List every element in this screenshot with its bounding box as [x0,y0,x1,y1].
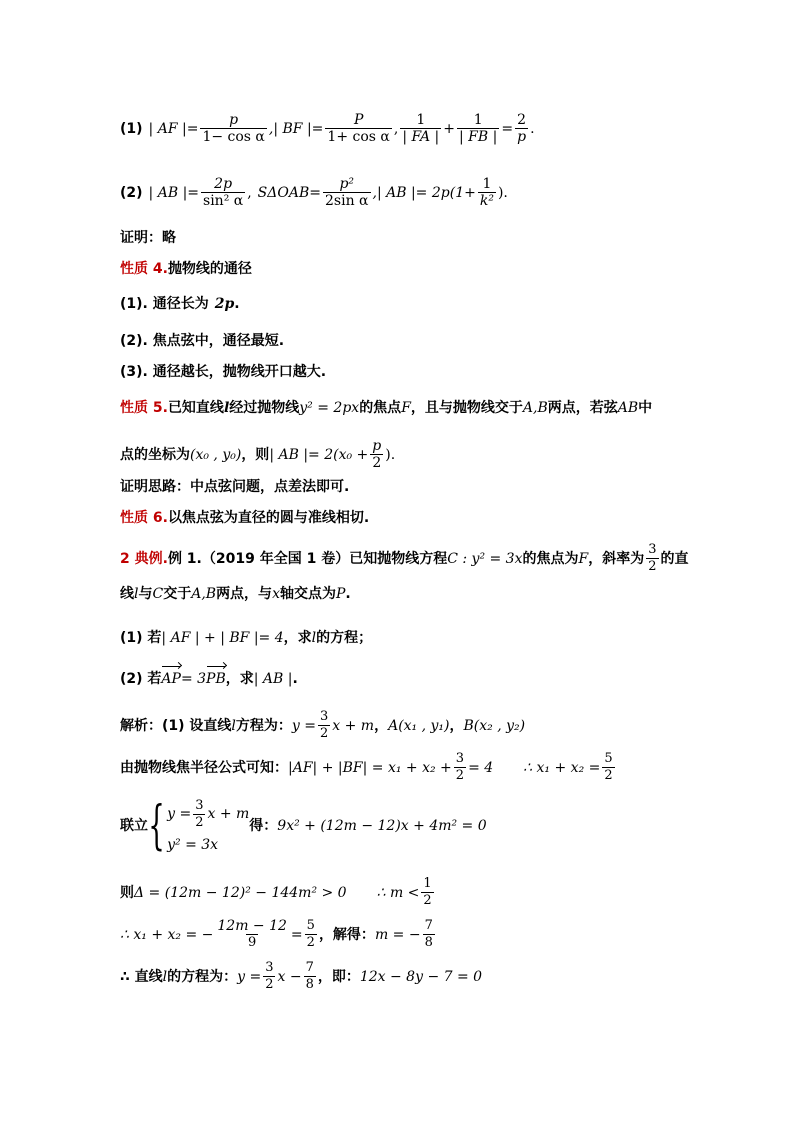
fraction: $\frac{3}{2}$ [265,960,274,992]
formula-line-2: (2) | AB |= $\frac{2p}{\text{sin² α}}$ , S ΔOAB = $\frac{\text{p²}}{\text{2sin α}}$ ,| AB |= 2p(1+ $\frac{1}{\text{k²}}$ ). [120,176,508,209]
property-6-heading: 性质 6. 以焦点弦为直径的圆与准线相切. [120,510,370,526]
solution-line-equation: ∴ 直线 l 的方程为： y = $\frac{3}{2}$ x − $\frac{7}{8}$ ，即： 12x − 8y − 7 = 0 [120,960,483,992]
fraction: $\frac{\text{p²}}{\text{2sin α}}$ [325,176,369,209]
fraction: $\frac{P}{\text{1+ cos α}}$ [327,112,390,145]
formula-line-1: (1) | AF |= $\frac{p}{\text{1− cos α}}$ ,| BF |= $\frac{P}{\text{1+ cos α}}$ , $\frac{1}{| FA |}$ + $\frac{1}{| FB |}$ = $\frac{2}{p}$ . [120,112,535,145]
fraction: $\frac{7}{8}$ [305,960,314,992]
example-1-line-2: 线 l 与 C 交于 A,B 两点，与 x 轴交点为 P . [120,586,351,602]
question-2: (2) 若 AP = 3 PB ，求 | AB | . [120,671,298,687]
fraction: $\frac{1}{| FB |}$ [459,112,498,145]
solution-line-1: 解析：(1) 设直线 l 方程为： y = $\frac{3}{2}$ x + m ， A(x₁ , y₁) ， B(x₂ , y₂) [120,709,526,741]
equation-system: y = $\frac{3}{2}$ x + m y² = 3x [167,797,250,853]
property-4-item-3: (3). 通径越长，抛物线开口越大. [120,364,327,380]
fraction: $\frac{3}{2}$ [455,751,465,783]
fraction: $\frac{2p}{\text{sin² α}}$ [203,176,244,209]
solution-discriminant: 则 Δ = (12m − 12)² − 144m² > 0 ∴ m < $\frac{1}{2}$ [120,876,432,908]
vector-pb: PB [206,671,226,687]
question-1: (1) 若 | AF | + | BF |= 4 ，求 l 的方程； [120,630,373,646]
fraction: $\frac{2}{p}$ [517,112,527,145]
property-5-line-2: 点的坐标为 (x₀ , y₀) ，则 | AB |= 2(x₀ + $\frac{p}{2}$ ). [120,438,396,471]
fraction: $\frac{5}{2}$ [306,918,315,950]
solution-line-2: 由抛物线焦半径公式可知： |AF| + |BF| = x₁ + x₂ + $\frac{3}{2}$ = 4 ∴ x₁ + x₂ = $\frac{5}{2}$ [120,751,613,783]
fraction: $\frac{1}{| FA |}$ [402,112,440,145]
vector-ap: AP [161,671,181,687]
solution-system: 联立 { y = $\frac{3}{2}$ x + m y² = 3x 得： 9x² + (12m − 12)x + 4m² = 0 [120,796,487,856]
example-1-line-1: 2 典例. 例 1.（2019 年全国 1 卷）已知抛物线方程 C : y² = 3x 的焦点为 F ，斜率为 $\frac{3}{2}$ 的直 [120,542,689,574]
solution-solve-m: ∴ x₁ + x₂ = − $\frac{12m - 12}{9}$ = $\frac{5}{2}$ ，解得： m = − $\frac{7}{8}$ [120,918,433,950]
fraction: $\frac{1}{2}$ [423,876,432,908]
fraction: $\frac{3}{2}$ [320,709,329,741]
fraction: $\frac{p}{2}$ [372,438,382,471]
proof-note: 证明：略 [120,230,176,246]
proof-5-note: 证明思路：中点弦问题，点差法即可. [120,479,350,495]
fraction: $\frac{1}{\text{k²}}$ [479,176,494,209]
fraction: $\frac{p}{\text{1− cos α}}$ [202,112,265,145]
fraction: $\frac{3}{2}$ [195,797,204,830]
property-4-item-2: (2). 焦点弦中，通径最短. [120,333,285,349]
property-4-item-1: (1). 通径长为 2p . [120,296,240,312]
fraction: $\frac{5}{2}$ [604,751,613,783]
property-4-heading: 性质 4. 抛物线的通径 [120,261,252,277]
fraction: $\frac{7}{8}$ [424,918,433,950]
fraction: $\frac{12m - 12}{9}$ [217,918,287,950]
property-5-line-1: 性质 5. 已知直线 l 经过抛物线 y² = 2px 的焦点 F ，且与抛物线交于 A,B 两点，若弦 AB 中 [120,400,653,416]
fraction: $\frac{3}{2}$ [648,542,657,574]
left-brace-icon: { [148,796,165,856]
